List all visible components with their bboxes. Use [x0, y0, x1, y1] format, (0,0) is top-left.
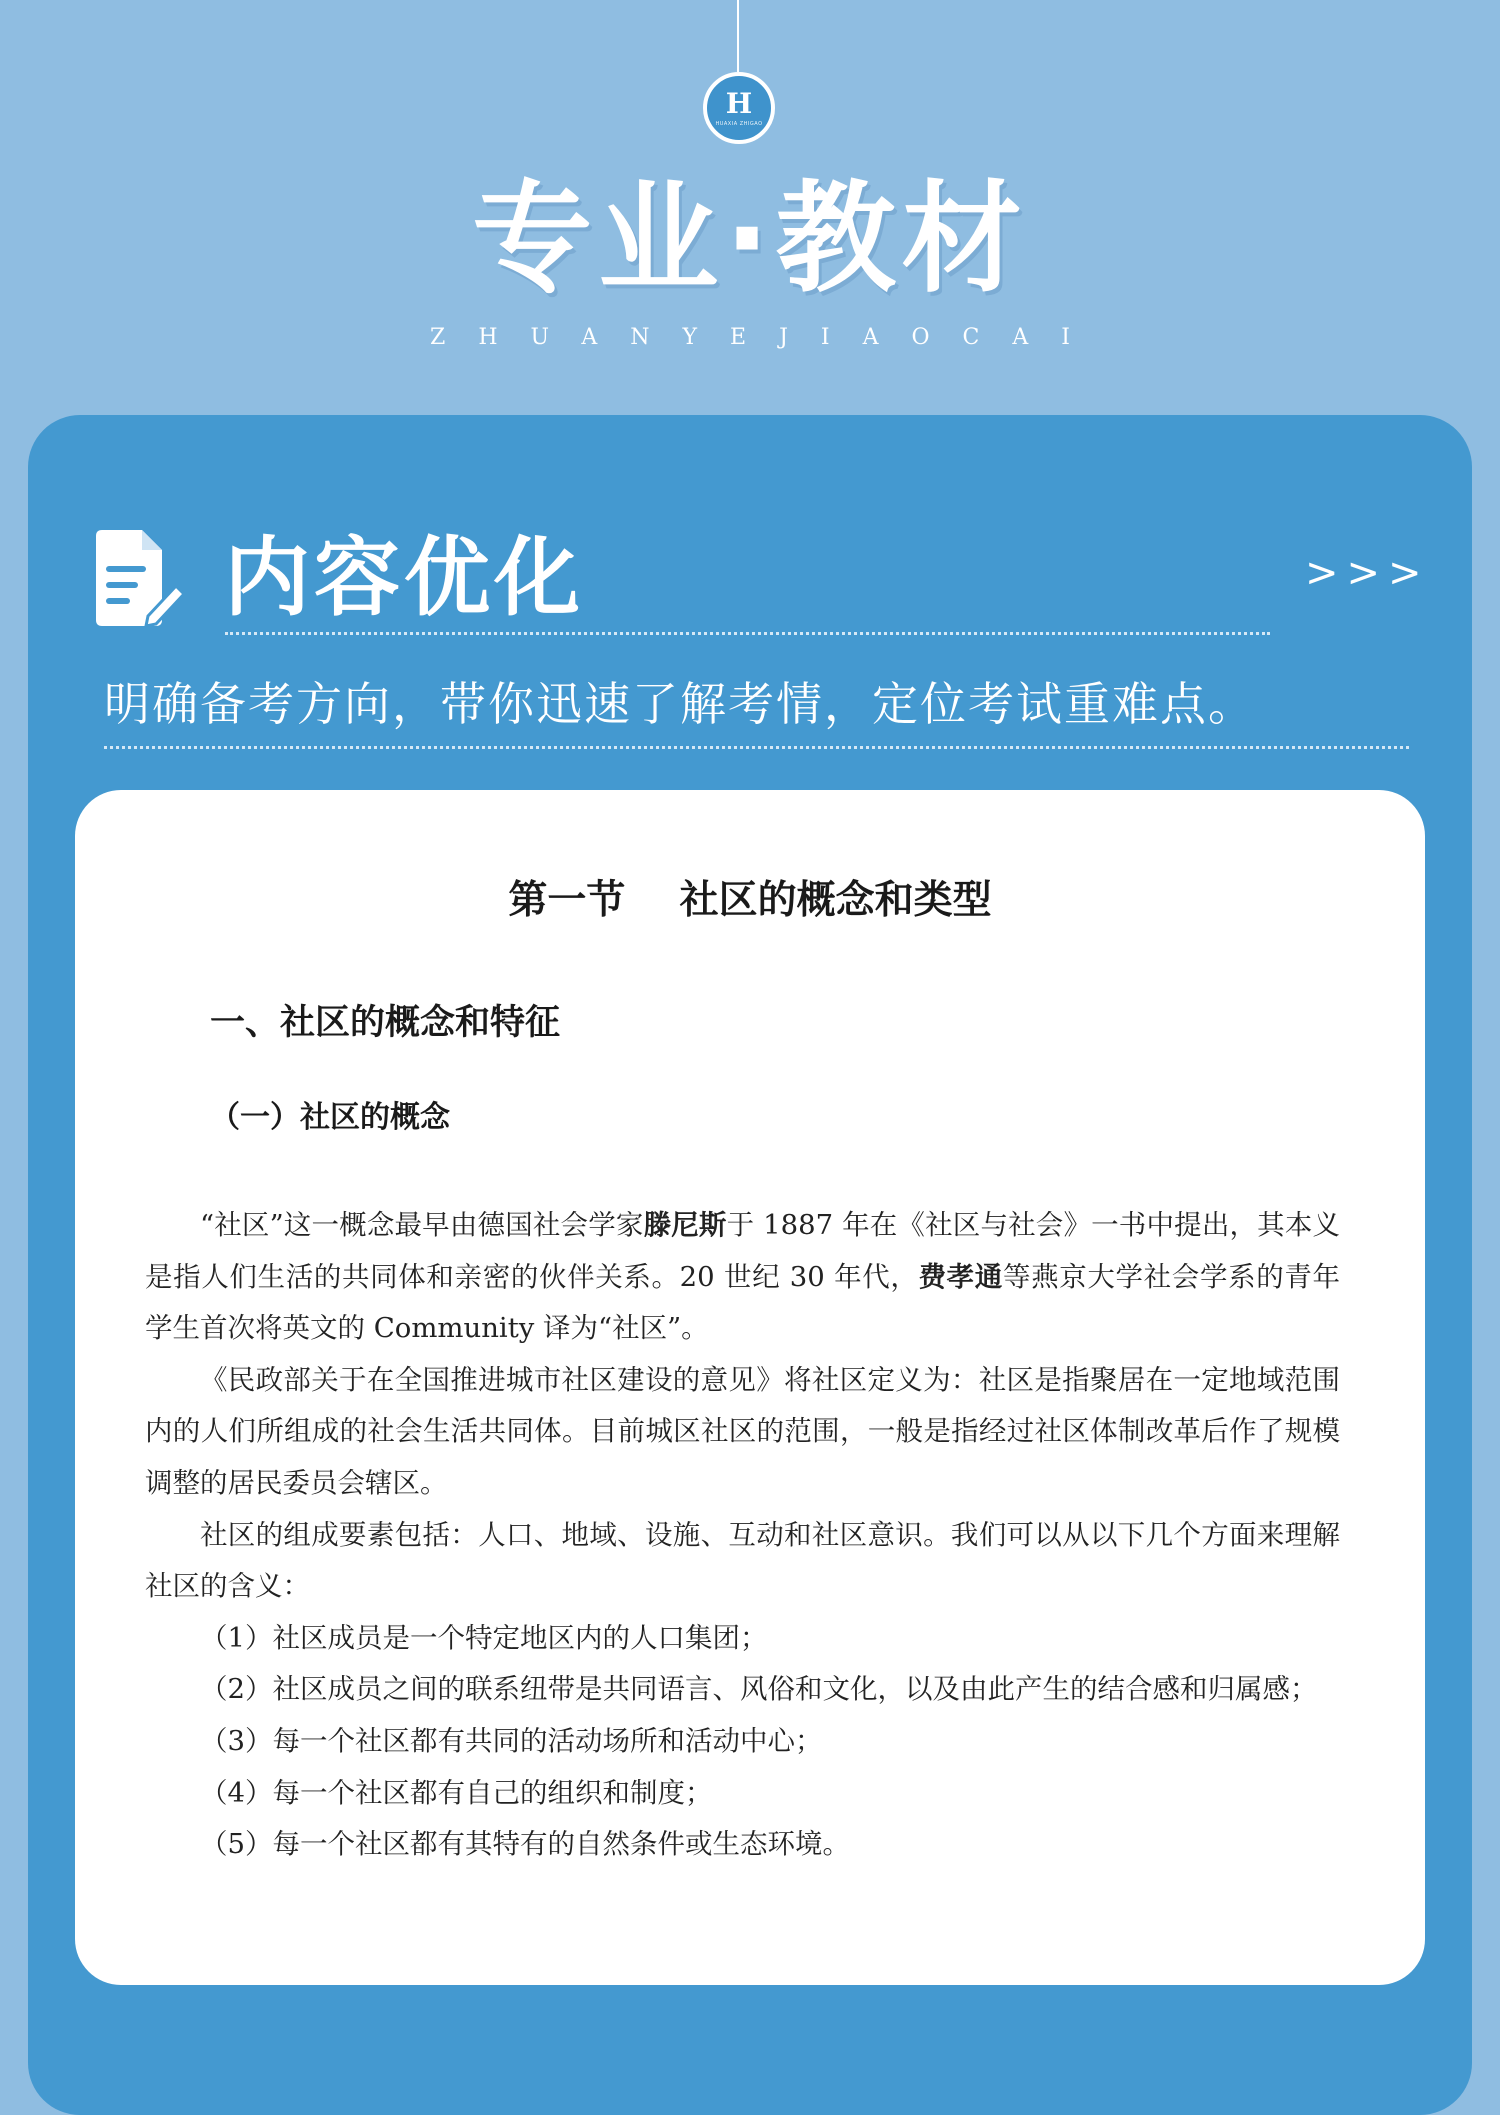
logo-badge	[703, 72, 775, 144]
heading-level-2: （一）社区的概念	[210, 1100, 450, 1135]
body-text	[145, 1200, 1340, 1871]
document-pencil-icon	[90, 528, 185, 628]
paragraph: 社区的组成要素包括：人口、地域、设施、互动和社区意识。我们可以从以下几个方面来理解社区的含义：	[145, 1518, 1340, 1603]
list-item: （5）每一个社区都有其特有的自然条件或生态环境。	[200, 1828, 850, 1861]
more-arrows: >>>	[1305, 550, 1430, 596]
dotted-divider	[225, 632, 1270, 635]
text-run: 等燕京大学社会学系的青年学生首次将英文的 Community 译为“社区”。	[145, 1260, 1341, 1345]
heading-level-1: 一、社区的概念和特征	[210, 1003, 561, 1043]
section-tagline: 明确备考方向，带你迅速了解考情，定位考试重难点。	[104, 677, 1256, 731]
hanging-string	[737, 0, 739, 72]
logo-subtext: HUAXIA ZHIGAO	[715, 120, 763, 127]
text-run: “社区”这一概念最早由德国社会学家	[200, 1209, 644, 1241]
list-item: （4）每一个社区都有自己的组织和制度；	[200, 1776, 713, 1809]
paragraph	[145, 1200, 1340, 1355]
bold-name: 滕尼斯	[643, 1209, 727, 1241]
paragraph: 《民政部关于在全国推进城市社区建设的意见》将社区定义为：社区是指聚居在一定地域范围内的人们所组成的社会生活共同体。目前城区社区的范围，一般是指经过社区体制改革后作了规模调整的居民委员会辖区。	[145, 1363, 1340, 1499]
logo-mark: H	[725, 86, 753, 120]
list-item: （3）每一个社区都有共同的活动场所和活动中心；	[200, 1724, 823, 1757]
dotted-divider	[104, 746, 1409, 749]
bold-name: 费孝通	[918, 1260, 1003, 1293]
textbook-page-card	[75, 790, 1425, 1985]
hero-title: 专业·教材	[472, 170, 1028, 309]
section-title: 内容优化	[224, 528, 584, 628]
list-item: （1）社区成员是一个特定地区内的人口集团；	[200, 1621, 768, 1654]
list-item: （2）社区成员之间的联系纽带是共同语言、风俗和文化，以及由此产生的结合感和归属感；	[200, 1673, 1318, 1706]
chapter-title: 第一节 社区的概念和类型	[508, 877, 992, 923]
text-run: 于 1887 年在《社区与社会》一书中提出，其本义是指人们生活的共同体和亲密的伙伴关系。20 世纪 30 年代，	[145, 1209, 1341, 1293]
hero-subtitle: ZHUANYEJIAOCAI	[430, 325, 1103, 350]
